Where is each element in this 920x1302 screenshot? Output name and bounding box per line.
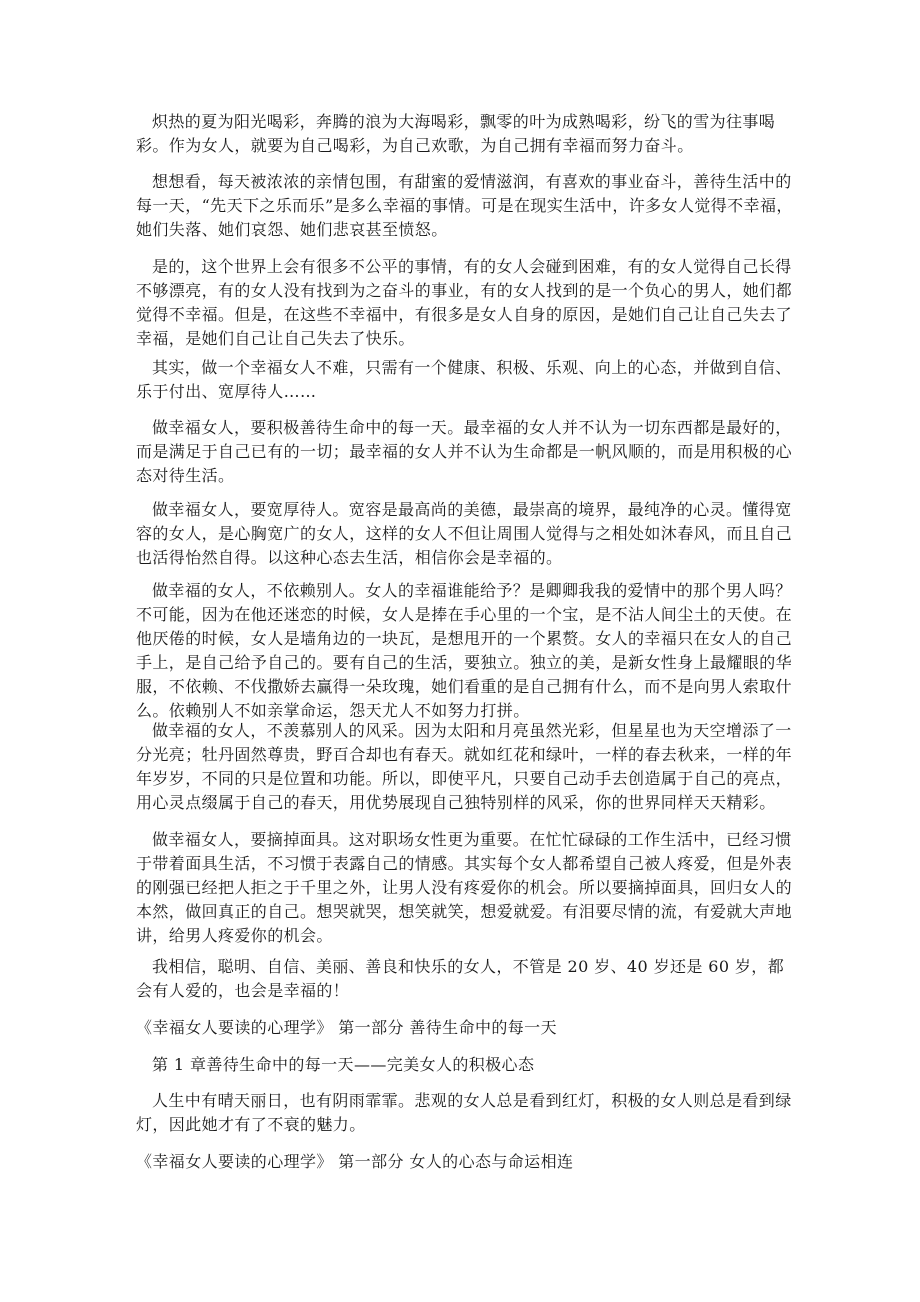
paragraph-5: 做幸福女人，要积极善待生命中的每一天。最幸福的女人并不认为一切东西都是最好的，而是满足于自己已有的一切；最幸福的女人并不认为生命都是一帆风顺的，而是用积极的心态对待生活。 [136, 418, 793, 485]
section-heading-1: 《幸福女人要读的心理学》 第一部分 善待生命中的每一天 [136, 1018, 557, 1037]
paragraph-8: 做幸福的女人，不羡慕别人的风采。因为太阳和月亮虽然光彩，但星星也为天空增添了一分光亮；牡丹固然尊贵，野百合却也有春天。就如红花和绿叶，一样的春去秋来，一样的年年岁岁，不同的只是位置和功能。所以，即使平凡，只要自己动手去创造属于自己的亮点，用心灵点缀属于自己的春天，用优势展现自己独特别样的风采，你的世界同样天天精彩。 [136, 721, 793, 812]
paragraph-7: 做幸福的女人，不依赖别人。女人的幸福谁能给予？是卿卿我我的爱情中的那个男人吗？不可能，因为在他还迷恋的时候，女人是捧在手心里的一个宝，是不沾人间尘土的天使。在他厌倦的时候，女人是墙角边的一块瓦，是想甩开的一个累赘。女人的幸福只在女人的自己手上，是自己给予自己的。要有自己的生活，要独立。独立的美，是新女性身上最耀眼的华服，不依赖、不伐撒娇去赢得一朵玫瑰，她们看重的是自己拥有什么，而不是向男人索取什么。依赖别人不如亲掌命运，怨天尤人不如努力打拼。 [136, 581, 793, 720]
paragraph-6: 做幸福女人，要宽厚待人。宽容是最高尚的美德，最崇高的境界，最纯净的心灵。懂得宽容的女人，是心胸宽广的女人，这样的女人不但让周围人觉得与之相处如沐春风，而且自己也活得怡然自得。以这种心态去生活，相信你会是幸福的。 [136, 500, 793, 567]
section-heading-2: 《幸福女人要读的心理学》 第一部分 女人的心态与命运相连 [136, 1152, 574, 1171]
paragraph-4: 其实，做一个幸福女人不难，只需有一个健康、积极、乐观、向上的心态，并做到自信、乐于付出、宽厚待人…… [136, 358, 792, 401]
paragraph-11: 人生中有晴天丽日，也有阴雨霏霏。悲观的女人总是看到红灯，积极的女人则总是看到绿灯，因此她才有了不衰的魅力。 [136, 1091, 792, 1134]
paragraph-9: 做幸福女人，要摘掉面具。这对职场女性更为重要。在忙忙碌碌的工作生活中，已经习惯于带着面具生活，不习惯于表露自己的情感。其实每个女人都希望自己被人疼爱，但是外表的刚强已经把人拒之于千里之外，让男人没有疼爱你的机会。所以要摘掉面具，回归女人的本然，做回真正的自己。想哭就哭，想笑就笑，想爱就爱。有泪要尽情的流，有爱就大声地讲，给男人疼爱你的机会。 [136, 830, 793, 945]
paragraph-10: 我相信，聪明、自信、美丽、善良和快乐的女人，不管是 20 岁、40 岁还是 60 岁，都会有人爱的，也会是幸福的！ [136, 957, 785, 1000]
paragraph-3: 是的，这个世界上会有很多不公平的事情，有的女人会碰到困难，有的女人觉得自己长得不够漂亮，有的女人没有找到为之奋斗的事业，有的女人找到的是一个负心的男人，她们都觉得不幸福。但是，在这些不幸福中，有很多是女人自身的原因，是她们自己让自己失去了幸福，是她们自己让自己失去了快乐。 [136, 257, 793, 348]
paragraph-1: 炽热的夏为阳光喝彩，奔腾的浪为大海喝彩，飘零的叶为成熟喝彩，纷飞的雪为往事喝彩。作为女人，就要为自己喝彩，为自己欢歌，为自己拥有幸福而努力奋斗。 [136, 112, 776, 155]
paragraph-2: 想想看，每天被浓浓的亲情包围，有甜蜜的爱情滋润，有喜欢的事业奋斗，善待生活中的每一天，“先天下之乐而乐”是多么幸福的事情。可是在现实生活中，许多女人觉得不幸福，她们失落、她们哀怨、她们悲哀甚至愤怒。 [136, 172, 793, 239]
chapter-heading: 第 1 章善待生命中的每一天——完美女人的积极心态 [152, 1055, 535, 1074]
